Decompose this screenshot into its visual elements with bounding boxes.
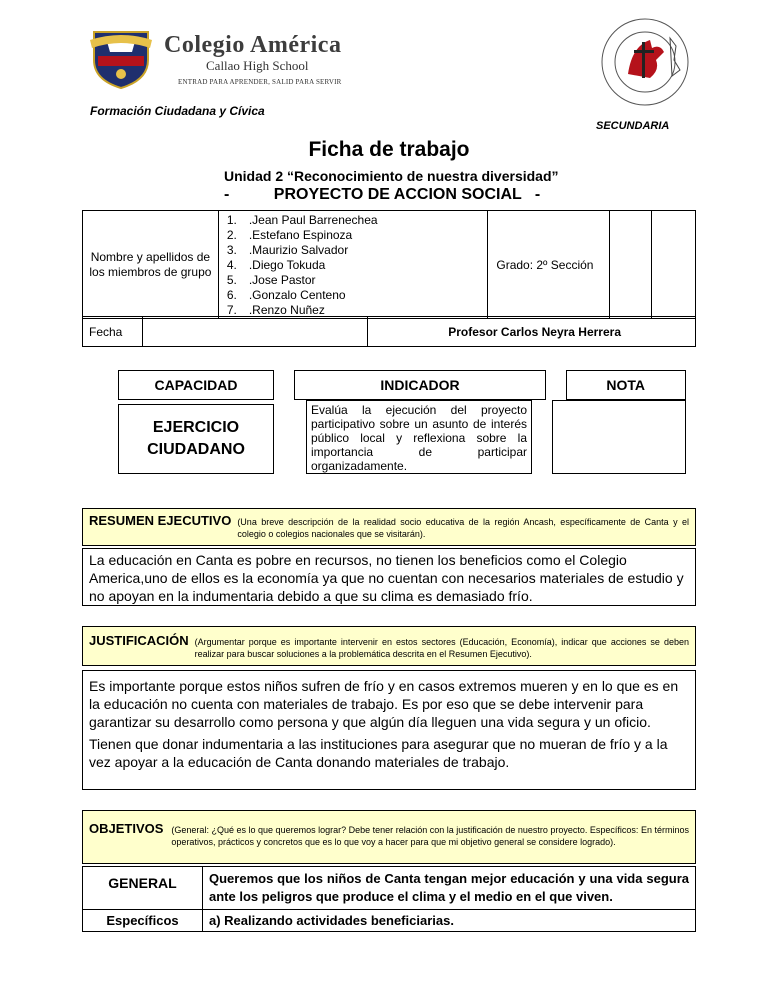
indicador-header: INDICADOR bbox=[294, 370, 546, 400]
member-item: 5. .Jose Pastor bbox=[226, 273, 316, 287]
capacidad-value bbox=[118, 404, 274, 474]
member-item: 4. .Diego Tokuda bbox=[226, 258, 326, 272]
resumen-body: La educación en Canta es pobre en recursos, no tienen los beneficios como el Colegio America,uno de ellos es la economía ya que no cuentan con necesarios materiales de estudio y no apoyan en la indumentaria debido a que su clima es demasiado frío. bbox=[82, 548, 696, 606]
level-label: SECUNDARIA bbox=[596, 120, 670, 132]
section-cell[interactable] bbox=[610, 211, 652, 319]
member-item: 3. .Maurizio Salvador bbox=[226, 243, 349, 257]
objetivos-note: (General: ¿Qué es lo que queremos lograr? Debe tener relación con la justificación de nuestro proyecto. Específicos: En términos operativos, prácticos y concretos que es lo que voy a hacer para que mi objetivo general se considere logrado). bbox=[171, 825, 689, 847]
members-list bbox=[218, 211, 488, 319]
nota-value-cell[interactable] bbox=[552, 400, 686, 474]
section-extra-cell[interactable] bbox=[652, 211, 696, 319]
capacidad-line-2: CIUDADANO bbox=[147, 441, 245, 458]
page-title: Ficha de trabajo bbox=[308, 138, 470, 161]
school-name: Colegio América bbox=[164, 32, 342, 58]
resumen-header bbox=[82, 508, 696, 546]
member-item: 2. .Estefano Espinoza bbox=[226, 228, 353, 242]
members-table bbox=[82, 210, 696, 319]
objetivos-title: OBJETIVOS bbox=[89, 821, 164, 836]
objetivos-table bbox=[82, 866, 696, 932]
justificacion-note: (Argumentar porque es importante intervenir en estos sectores (Educación, Economía), indicar que acciones se deben realizar para buscar soluciones a la problemática descrita en el Resumen Ejecutivo). bbox=[194, 637, 689, 659]
church-seal-icon bbox=[590, 16, 700, 108]
justificacion-title: JUSTIFICACIÓN bbox=[89, 633, 189, 648]
justificacion-paragraph-2: Tienen que donar indumentaria a las instituciones para asegurar que no mueran de frío y a la vez apoyar a la educación de Canta donando materiales de trabajo. bbox=[89, 736, 668, 770]
school-motto: ENTRAD PARA APRENDER, SALID PARA SERVIR bbox=[178, 78, 342, 86]
indicador-value: Evalúa la ejecución del proyecto participativo sobre un asunto de interés público local y reflexiona sobre la importancia de participar organizadamente. bbox=[306, 400, 532, 474]
general-label: GENERAL bbox=[83, 867, 203, 910]
member-item: 7. .Renzo Nuñez bbox=[226, 303, 325, 317]
subject-title: Formación Ciudadana y Cívica bbox=[90, 104, 265, 118]
date-value-cell[interactable] bbox=[142, 317, 367, 347]
church-seal bbox=[590, 16, 700, 108]
members-label: Nombre y apellidos de los miembros de grupo bbox=[83, 211, 219, 319]
resumen-title: RESUMEN EJECUTIVO bbox=[89, 513, 232, 528]
especificos-label: Específicos bbox=[83, 910, 203, 932]
member-item: 6. .Gonzalo Centeno bbox=[226, 288, 346, 302]
unit-title: Unidad 2 “Reconocimiento de nuestra diversidad” bbox=[224, 168, 559, 184]
general-text: Queremos que los niños de Canta tengan mejor educación y una vida segura ante los peligros que produce el clima y el medio en el que viven. bbox=[203, 867, 696, 910]
project-title: - PROYECTO DE ACCION SOCIAL - bbox=[224, 186, 541, 203]
date-label: Fecha bbox=[83, 317, 143, 347]
capacidad-header: CAPACIDAD bbox=[118, 370, 274, 400]
nota-header: NOTA bbox=[566, 370, 686, 400]
objetivos-header bbox=[82, 810, 696, 864]
justificacion-paragraph-1: Es importante porque estos niños sufren de frío y en casos extremos mueren y en lo que es en la educación no cuenta con materiales de trabajo. Es por eso que se debe intervenir para garantizar su desarrollo como persona y que algún día lleguen una vida segura y un oficio. bbox=[89, 678, 679, 730]
school-subtitle: Callao High School bbox=[206, 58, 309, 73]
justificacion-body bbox=[82, 670, 696, 790]
teacher-cell: Profesor Carlos Neyra Herrera bbox=[368, 317, 696, 347]
school-logo bbox=[88, 22, 358, 92]
especificos-text: a) Realizando actividades beneficiarias. bbox=[203, 910, 696, 932]
resumen-note: (Una breve descripción de la realidad socio educativa de la región Ancash, específicamente de Canta y el colegio o colegios nacionales que se visitarán). bbox=[237, 517, 689, 539]
member-item: 1. .Jean Paul Barrenechea bbox=[226, 213, 378, 227]
grade-cell: Grado: 2º Sección bbox=[488, 211, 610, 319]
capacidad-line-1: EJERCICIO bbox=[152, 419, 240, 436]
justificacion-header bbox=[82, 626, 696, 666]
school-shield-icon bbox=[88, 26, 154, 90]
date-teacher-table bbox=[82, 316, 696, 347]
